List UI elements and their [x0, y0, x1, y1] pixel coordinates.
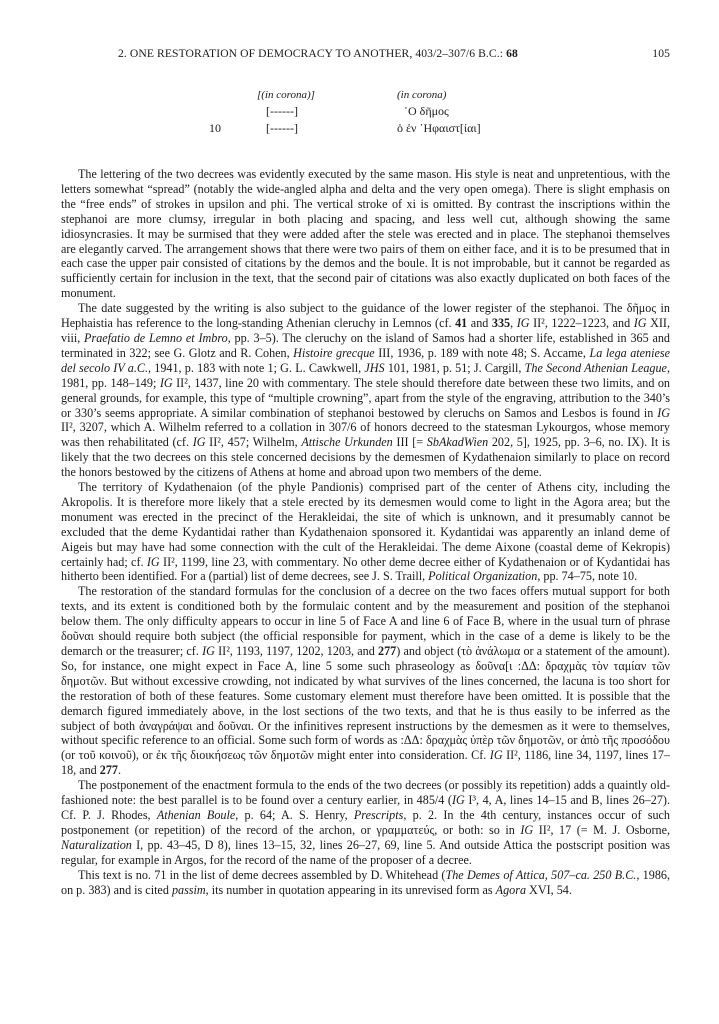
italic-run: IG	[159, 375, 173, 390]
text-run: ) and object (τὸ ἀνάλωμα or a statement of the amount). So, for instance, one might expect in Face A, line 5 some such phraseology as δοῦνα[ι :ΔΔ: δραχμὰς τὸν ταμίαν τῶν δημοτῶν. But without excessive crowding, not indicated by what survives of the lines concerned, the lacuna is too short for the restoration of both of these features. Some customary element must therefore have been omitted. It is possible that the demarch figured immediately above, in the lost sections of the two texts, and that he is thus easily to be inferred as the subject of both ἀναγράψαι and δοῦναι. Or the infinitives represent instructions by the demesmen as it were to themselves, without specific reference to an official. Some such form of words as :ΔΔ: δραχμὰς ὑπὲρ τῶν δημοτῶν, or ἀπὸ τῆς προσόδου (or τοῦ κοινοῦ), or ἐκ τῆς διοικήσεως τῶν δημοτῶν might enter into consideration. Cf.	[61, 644, 670, 763]
commentary-paragraph	[61, 301, 670, 480]
italic-run: IG	[202, 644, 215, 658]
text-run: III, 1936, p. 189 with note 48; S. Accame,	[374, 345, 590, 360]
inscription-face-a: [------]	[266, 121, 298, 135]
inscription-face-a-text: [(in corona)]	[257, 89, 315, 101]
text-run: This text is no. 71 in the list of deme decrees assembled by D. Whitehead (	[78, 867, 446, 882]
text-run: 202, 5], 1925, pp. 3–6, no. IX). It is likely that the two decrees on this stele concerned decisions by the demesmen of Kydathenaion similarly to place on record the honors bestowed by the citizens of Athens at home and abroad upon two members of the deme.	[61, 435, 671, 480]
text-run: II², 457; Wilhelm,	[205, 435, 302, 450]
text-run: ,	[510, 316, 517, 331]
commentary-paragraph	[61, 584, 670, 778]
text-run: II², 1186, line 34, 1197, lines 17–18, and	[61, 748, 670, 778]
text-run: The lettering of the two decrees was evidently executed by the same mason. His style is neat and unpretentious, with the letters somewhat “spread” (notably the wide-angled alpha and delta and the very open omega). There is slight emphasis on the “free ends” of strokes in upsilon and phi. The vertical stroke of xi is omitted. By contrast the inscriptions within the stephanoi are more clumsy, irregular in both placing and spacing, and less well cut, although showing the same idiosyncrasies. It may be surmised that they were added after the stele was erected and in place. The stephanoi themselves are elegantly carved. The arrangement shows that there were two pairs of them on either face, and it is to be presumed that in each case the upper pair consisted of citations by the demos and the boule. It is not improbable, but it cannot be regarded as sufficiently certain for inclusion in the text, that the second pair of citations was also exactly duplicated on both faces of the monument.	[61, 167, 670, 301]
italic-run: Praefatio de Lemno et Imbro	[84, 330, 228, 345]
text-run: I³, 4, A, lines 14–15 and B, lines 26–27). Cf. P. J. Rhodes,	[61, 793, 671, 822]
inscription-face-b-text: (in corona)	[397, 89, 447, 101]
italic-run: Histoire grecque	[293, 345, 375, 360]
commentary-paragraph	[61, 868, 670, 898]
page-number: 105	[652, 47, 670, 60]
text-run: II², 1222–1223, and	[529, 316, 634, 331]
inscription-face-b	[397, 86, 446, 104]
commentary-text	[61, 167, 670, 897]
text-run: III [=	[392, 435, 427, 450]
text-run: 101, 1981, p. 51; J. Cargill,	[384, 360, 525, 375]
inscription-face-b: ῾Ο δῆμος	[404, 104, 449, 118]
running-head-number-ref: 68	[506, 47, 518, 60]
italic-run: IG	[516, 316, 530, 331]
text-run: I, pp. 43–45, D 8), lines 13–15, 32, lines 26–27, 69, line 5. And outside Attica the postscript position was regular, for example in Argos, for the record of the name of the proposer of a decree.	[61, 837, 670, 867]
text-run: II², 17 (= M. J. Osborne,	[533, 822, 670, 837]
running-head	[118, 47, 670, 65]
italic-run: Naturalization	[61, 837, 132, 852]
italic-run: Athenian Boule	[156, 807, 236, 822]
text-run: II², 1193, 1197, 1202, 1203, and	[214, 644, 379, 658]
italic-run: IG	[451, 793, 465, 808]
text-run: The date suggested by the writing is also subject to the guidance of the lower register of the stephanoi. The δῆμος in Hephaistia has reference to the long-standing Athenian cleruchy in Lemnos (cf.	[61, 301, 670, 331]
text-run: The territory of Kydathenaion (of the phyle Pandionis) comprised part of the center of Athens city, including the Akropolis. It is therefore more likely that a stele erected by its demesmen would come to light in the Agora area; but the monument was erected in the precinct of the Herakleidai, the site of which is unknown, and it presumably cannot be excluded that the deme Kydantidai rather than Kydathenaion sponsored it. Kydantidai was apparently an inland deme of Aigeis but may have had some connection with the cult of the Herakleidai. The deme Aixone (coastal deme of Kekropis) certainly had; cf.	[61, 480, 670, 569]
bold-reference: 41	[455, 316, 468, 331]
italic-run: IG	[633, 316, 647, 331]
text-run: , pp. 3–5). The cleruchy on the island of Samos had a shorter life, established in 365 and terminated in 322; see G. Glotz and R. Cohen,	[61, 330, 670, 360]
commentary-paragraph	[61, 167, 670, 301]
bold-reference: 277	[99, 763, 118, 778]
italic-run: The Demes of Attica, 507–ca. 250 B.C.	[445, 867, 637, 882]
text-run: , 1986, on p. 383) and is cited	[61, 867, 670, 897]
inscription-face-a: [------]	[266, 104, 298, 118]
inscription-line-number: 10	[209, 121, 221, 135]
text-run: , pp. 74–75, note 10.	[537, 569, 638, 584]
italic-run: JHS	[364, 360, 385, 375]
inscription-row	[209, 86, 629, 103]
text-run: II², 1437, line 20 with commentary. The stele should therefore date between these two limits, and on general grounds, for example, this type of “multiple crowning”, apart from the style of the engraving, attribution to the 340’s or 330’s seems appropriate. A similar combination of stephanoi bestowed by cleruchs on Samos and Lesbos is found in	[61, 375, 671, 420]
text-run: , p. 64; A. S. Henry,	[235, 807, 354, 822]
italic-run: passim	[171, 882, 206, 897]
inscription-row	[209, 120, 629, 137]
text-run: The restoration of the standard formulas for the conclusion of a decree on the two faces offers mutual support for both texts, and its extent is conditioned both by the formulaic content and by the measurement and position of the stephanoi below them. The only difficulty appears to occur in line 5 of Face A and line 6 of Face B, where in the usual turn of phrase δοῦναι should require both subject (the official responsible for payment, which in the case of a deme is likely to be the demarch or the treasurer; cf.	[61, 584, 670, 658]
italic-run: IG	[657, 405, 670, 420]
commentary-paragraph	[61, 778, 670, 867]
text-run: , 1981, pp. 148–149;	[61, 360, 670, 390]
text-run: II², 3207, which A. Wilhelm referred to a collation in 307/6 of honors decreed to the statesman Lykourgos, whose memory was then rehabilitated (cf.	[61, 420, 670, 450]
inscription-row	[209, 103, 629, 120]
italic-run: Political Organization	[428, 569, 538, 584]
italic-run: Prescripts	[353, 807, 404, 822]
italic-run: Attische Urkunden	[301, 435, 393, 450]
text-run: , p. 2. In the 4th century, instances occur of such postponement (or repetition) of the record of the archon, or γραμματεύς, or both: so in	[61, 807, 670, 837]
bold-reference: 277	[378, 644, 397, 658]
running-head-title	[118, 47, 518, 60]
running-head-title-text: 2. ONE RESTORATION OF DEMOCRACY TO ANOTHER, 403/2–307/6 B.C.:	[118, 47, 507, 60]
italic-run: La lega ateniese del secolo IV a.C.	[61, 345, 670, 375]
commentary-paragraph	[61, 480, 670, 584]
text-run: XII, viii,	[61, 316, 670, 345]
inscription-block	[209, 86, 629, 138]
text-run: , its number in quotation appearing in its unrevised form as	[205, 882, 496, 897]
italic-run: IG	[489, 748, 503, 763]
text-run: , 1941, p. 183 with note 1; G. L. Cawkwell,	[148, 360, 365, 375]
inscription-face-a	[257, 86, 315, 104]
text-run: II², 1199, line 23, with commentary. No other deme decree either of Kydathenaion or of Kydantidai has hitherto been identified. For a (partial) list of deme decrees, see J. S. Traill,	[61, 554, 670, 584]
italic-run: Agora	[495, 882, 527, 897]
bold-reference: 335	[491, 316, 511, 331]
text-run: and	[467, 316, 492, 331]
italic-run: IG	[520, 822, 534, 837]
text-run: .	[118, 763, 122, 778]
italic-run: IG	[146, 554, 160, 569]
italic-run: SbAkadWien	[426, 435, 489, 450]
italic-run: IG	[192, 435, 206, 450]
italic-run: The Second Athenian League	[524, 360, 667, 375]
text-run: XVI, 54.	[526, 882, 572, 897]
inscription-face-b: ὁ ἐν ῾Ηφαιστ[ίαι]	[397, 121, 481, 135]
text-run: The postponement of the enactment formula to the ends of the two decrees (or possibly its repetition) adds a quaintly old-fashioned note: the best parallel is to be found over a century earlier, in 485/4 (	[61, 778, 670, 808]
